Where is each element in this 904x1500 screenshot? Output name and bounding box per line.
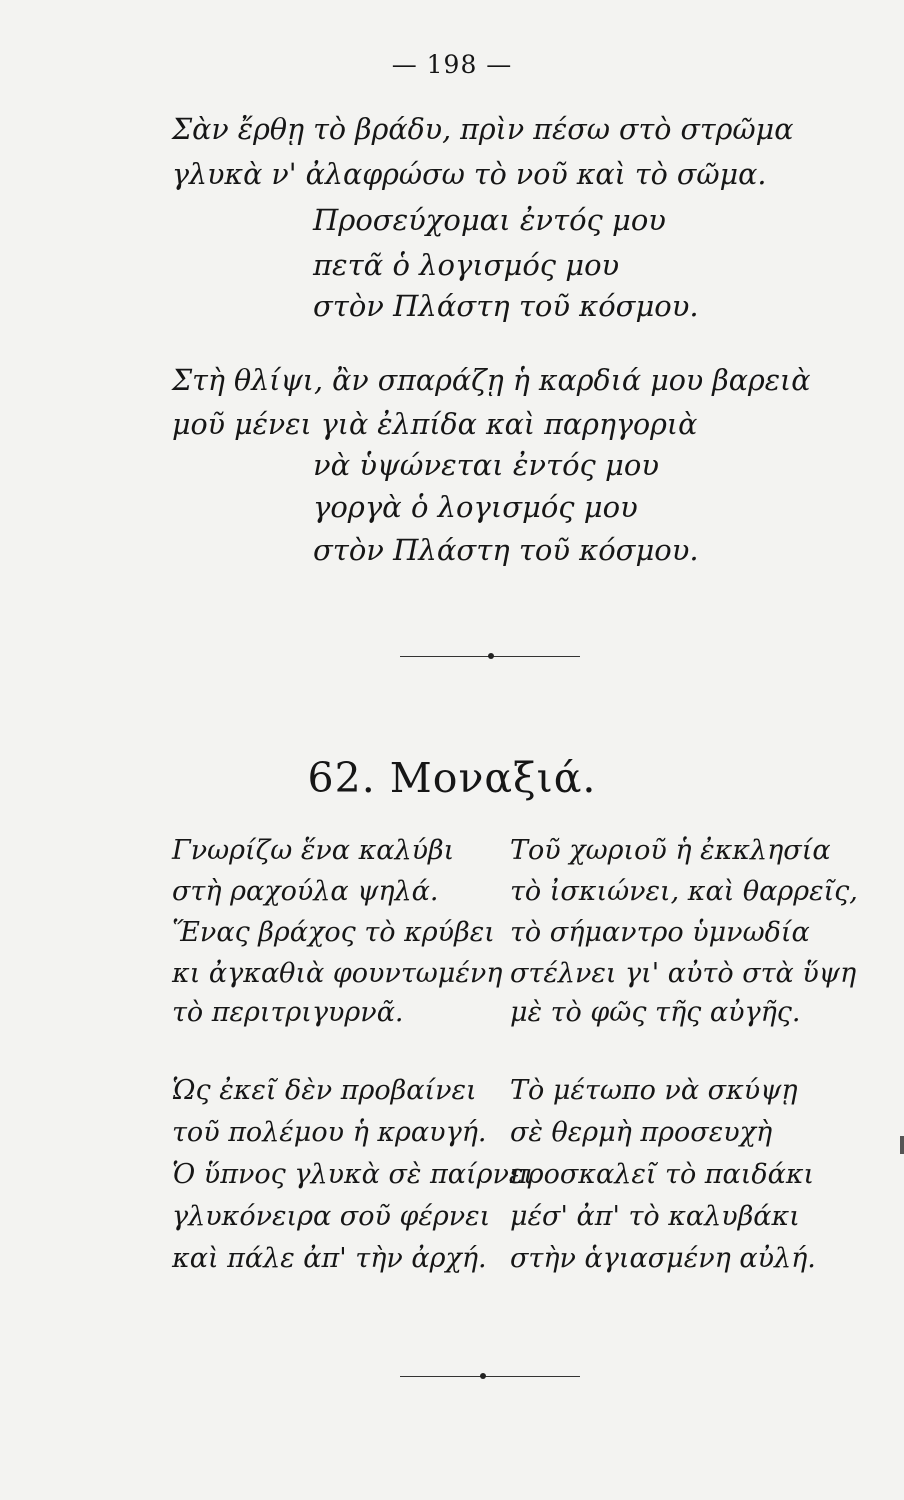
verse-line: τὸ ἰσκιώνει, καὶ θαρρεῖς, (510, 876, 858, 907)
poem-title: 62. Μοναξιά. (307, 754, 597, 802)
verse-line: Ἕνας βράχος τὸ κρύβει (172, 917, 495, 948)
verse-line: Τοῦ χωριοῦ ἡ ἐκκλησία (510, 835, 831, 866)
verse-line: Γνωρίζω ἕνα καλύβι (172, 835, 455, 866)
verse-line: κι ἀγκαθιὰ φουντωμένη (172, 958, 503, 989)
verse-line: γλυκὰ ν' ἀλαφρώσω τὸ νοῦ καὶ τὸ σῶμα. (172, 158, 767, 191)
verse-line: γοργὰ ὁ λογισμός μου (313, 490, 638, 524)
verse-line: πετᾶ ὁ λογισμός μου (313, 248, 620, 282)
divider-ornament (480, 1373, 486, 1379)
verse-line: στὸν Πλάστη τοῦ κόσμου. (313, 289, 699, 323)
verse-line: μοῦ μένει γιὰ ἐλπίδα καὶ παρηγοριὰ (172, 408, 698, 441)
verse-line: Ὁ ὕπνος γλυκὰ σὲ παίρνει (172, 1159, 534, 1190)
verse-line: καὶ πάλε ἀπ' τὴν ἀρχή. (172, 1243, 487, 1274)
verse-line: Προσεύχομαι ἐντός μου (313, 203, 666, 237)
verse-line: τὸ σήμαντρο ὑμνωδία (510, 917, 810, 948)
verse-line: μὲ τὸ φῶς τῆς αὐγῆς. (510, 997, 801, 1028)
verse-line: τοῦ πολέμου ἡ κραυγή. (172, 1117, 487, 1148)
verse-line: νὰ ὑψώνεται ἐντός μου (313, 448, 659, 482)
verse-line: στὴ ραχούλα ψηλά. (172, 876, 439, 907)
verse-line: σὲ θερμὴ προσευχὴ (510, 1117, 773, 1148)
verse-line: μέσ' ἀπ' τὸ καλυβάκι (510, 1201, 800, 1232)
verse-line: Στὴ θλίψι, ἂν σπαράζῃ ἡ καρδιά μου βαρειὰ (172, 364, 811, 397)
page-number: — 198 — (391, 50, 513, 79)
verse-line: Ὡς ἐκεῖ δὲν προβαίνει (172, 1075, 477, 1106)
verse-line: στέλνει γι' αὐτὸ στὰ ὕψη (510, 958, 857, 989)
verse-line: γλυκόνειρα σοῦ φέρνει (172, 1201, 491, 1232)
verse-line: Σὰν ἔρθῃ τὸ βράδυ, πρὶν πέσω στὸ στρῶμα (172, 113, 794, 146)
verse-line: Τὸ μέτωπο νὰ σκύψῃ (510, 1075, 798, 1106)
page-edge-mark (900, 1136, 904, 1154)
verse-line: προσκαλεῖ τὸ παιδάκι (510, 1159, 815, 1190)
divider-ornament (488, 653, 494, 659)
verse-line: τὸ περιτριγυρνᾶ. (172, 997, 404, 1028)
verse-line: στὴν ἁγιασμένη αὐλή. (510, 1243, 816, 1274)
verse-line: στὸν Πλάστη τοῦ κόσμου. (313, 533, 699, 567)
section-divider (400, 1376, 580, 1377)
